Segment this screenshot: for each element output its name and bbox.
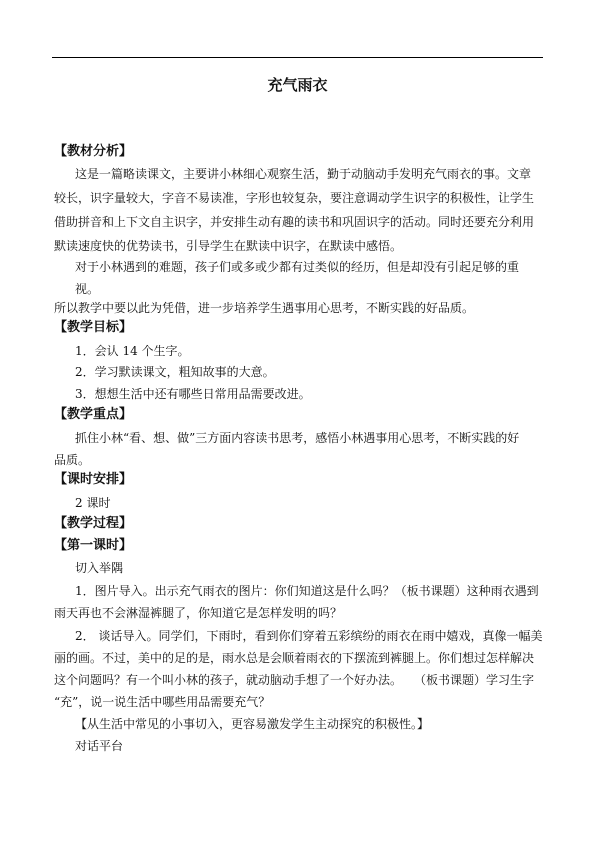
annotation-line: 【从生活中常见的小事切入，更容易激发学生主动探究的积极性。】 (75, 717, 430, 731)
paragraph-line: 所以教学中要以此为凭借，进一步培养学生遇事用心思考，不断实践的好品质。 (54, 301, 475, 315)
paragraph-line: 默读速度快的优势读书，引导学生在默读中识字，在默读中感悟。 (54, 239, 403, 253)
list-item: 2．学习默读课文，粗知故事的大意。 (75, 365, 275, 379)
paragraph-line: 切入举隅 (75, 561, 124, 575)
paragraph-line: 1．图片导入。出示充气雨衣的图片：你们知道这是什么吗？（板书课题）这种雨衣遇到 (75, 584, 539, 598)
list-item: 3．想想生活中还有哪些日常用品需要改进。 (75, 387, 311, 401)
list-item: 1．会认 14 个生字。 (75, 344, 190, 358)
paragraph-line: 对话平台 (75, 739, 124, 753)
heading-teaching-process: 【教学过程】 (54, 516, 133, 531)
paragraph-line: 2 课时 (75, 496, 111, 510)
paragraph-line: 这个问题吗？有一个叫小林的孩子，就动脑动手想了一个好办法。 （板书课题）学习生字 (54, 673, 535, 687)
paragraph-line: “充”，说一说生活中哪些用品需要充气？ (54, 695, 271, 709)
paragraph-line: 借助拼音和上下文自主识字，并安排生动有趣的读书和巩固识字的活动。同时还要充分利用 (54, 215, 535, 229)
heading-textbook-analysis: 【教材分析】 (54, 144, 133, 159)
heading-schedule: 【课时安排】 (54, 472, 133, 487)
paragraph-line: 品质。 (54, 453, 91, 467)
paragraph-line: 抓住小林“看、想、做”三方面内容读书思考，感悟小林遇事用心思考，不断实践的好 (75, 431, 520, 445)
paragraph-line: 对于小林遇到的难题，孩子们或多或少都有过类似的经历，但是却没有引起足够的重 (75, 260, 520, 274)
paragraph-line: 丽的画。不过，美中的足的是，雨水总是会顺着雨衣的下摆流到裤腿上。你们想过怎样解决 (54, 651, 535, 665)
paragraph-line: 雨天再也不会淋湿裤腿了，你知道它是怎样发明的吗？ (54, 606, 343, 620)
paragraph-line: 这是一篇略读课文，主要讲小林细心观察生活，勤于动脑动手发明充气雨衣的事。文章 (75, 167, 532, 181)
heading-teaching-goals: 【教学目标】 (54, 320, 133, 335)
paragraph-line: 视。 (75, 282, 100, 296)
heading-teaching-focus: 【教学重点】 (54, 407, 133, 422)
paragraph-line: 2． 谈话导入。同学们，下雨时，看到你们穿着五彩缤纷的雨衣在雨中嬉戏，真像一幅美 (75, 629, 543, 643)
heading-first-lesson: 【第一课时】 (54, 538, 133, 553)
paragraph-line: 较长，识字量较大，字音不易读准，字形也较复杂，要注意调动学生识字的积极性，让学生 (54, 191, 535, 205)
document-title: 充气雨衣 (267, 76, 328, 94)
header-rule (52, 57, 543, 58)
